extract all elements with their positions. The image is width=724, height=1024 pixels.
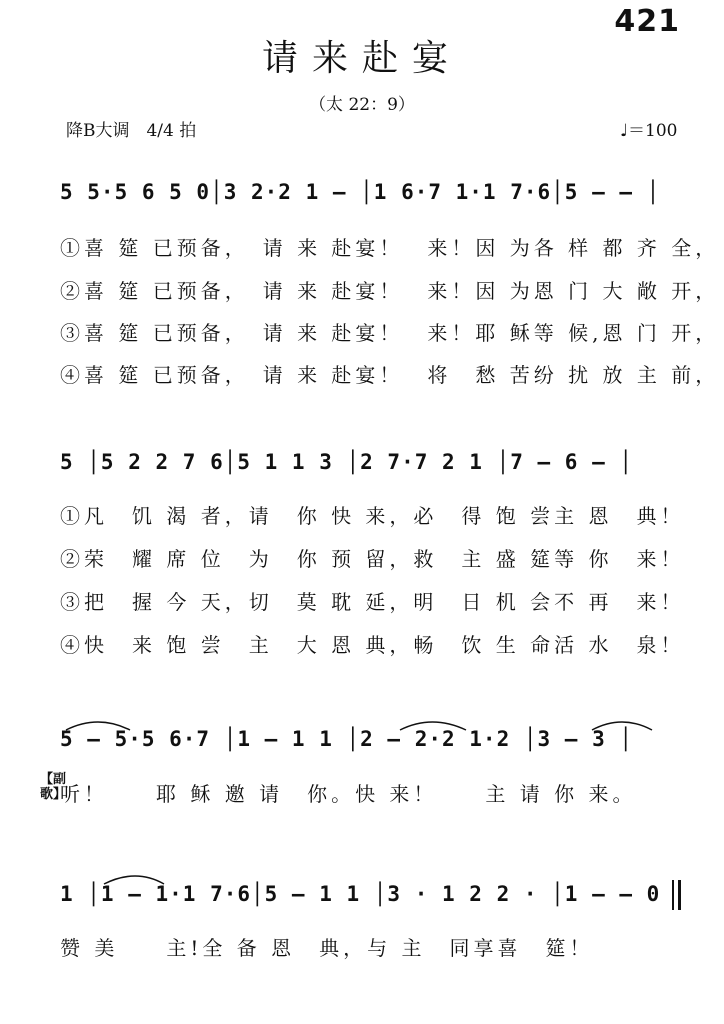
- lyric-line-2-4: ④快 来 饱 尝 主 大 恩 典，畅 饮 生 命活 水 泉！: [60, 633, 685, 657]
- lyric-line-2-3: ③把 握 今 天，切 莫 耽 延，明 日 机 会不 再 来！: [60, 590, 685, 614]
- lyric-line-1-3: ③喜 筵 已预备， 请 来 赴宴！ 来！耶 稣等 候,恩 门 开，: [60, 321, 720, 345]
- lyric-line-1-4: ④喜 筵 已预备， 请 来 赴宴！ 将 愁 苦纷 扰 放 主 前，: [60, 363, 720, 387]
- lyric-line-1-2: ②喜 筵 已预备， 请 来 赴宴！ 来！因 为恩 门 大 敞 开，: [60, 279, 720, 303]
- lyric-line-3-1: 听！ 耶 稣 邀 请 你。快 来！ 主 请 你 来。: [60, 782, 637, 806]
- lyric-line-1-1: ①喜 筵 已预备， 请 来 赴宴！ 来！因 为各 样 都 齐 全，: [60, 236, 720, 260]
- tempo-value: ＝100: [628, 121, 678, 141]
- final-barline-thin: [672, 880, 674, 910]
- notation-line-2: 5 │5 2 2 7 6│5 1 1 3 │2 7·7 2 1 │7 – 6 – │: [60, 450, 634, 474]
- notation-line-3: 5 – 5·5 6·7 │1 – 1 1 │2 – 2·2 1·2 │3 – 3 │: [60, 727, 634, 751]
- page-title: 请来赴宴: [261, 38, 462, 79]
- lyric-line-4-1: 赞 美 主!全 备 恩 典，与 主 同享喜 筵！: [60, 936, 594, 960]
- scripture-reference: （太 22：9）: [309, 95, 415, 115]
- notation-line-1: 5 5·5 6 5 0│3 2·2 1 – │1 6·7 1·1 7·6│5 – – │: [60, 180, 661, 204]
- chorus-label: 【副歌】: [40, 772, 67, 802]
- lyric-line-2-1: ①凡 饥 渴 者，请 你 快 来，必 得 饱 尝主 恩 典！: [60, 504, 685, 528]
- key-time-signature: 降B大调 4/4 拍: [66, 121, 197, 141]
- hymn-number: 421: [614, 4, 680, 39]
- quarter-note-icon: ♩: [620, 121, 629, 141]
- notation-line-4: 1 │1 – 1·1 7·6│5 – 1 1 │3 · 1 2 2 · │1 – – 0: [60, 882, 661, 906]
- final-barline: [678, 880, 681, 910]
- tempo-marking: [620, 116, 677, 141]
- lyric-line-2-2: ②荣 耀 席 位 为 你 预 留，救 主 盛 筵等 你 来！: [60, 547, 685, 571]
